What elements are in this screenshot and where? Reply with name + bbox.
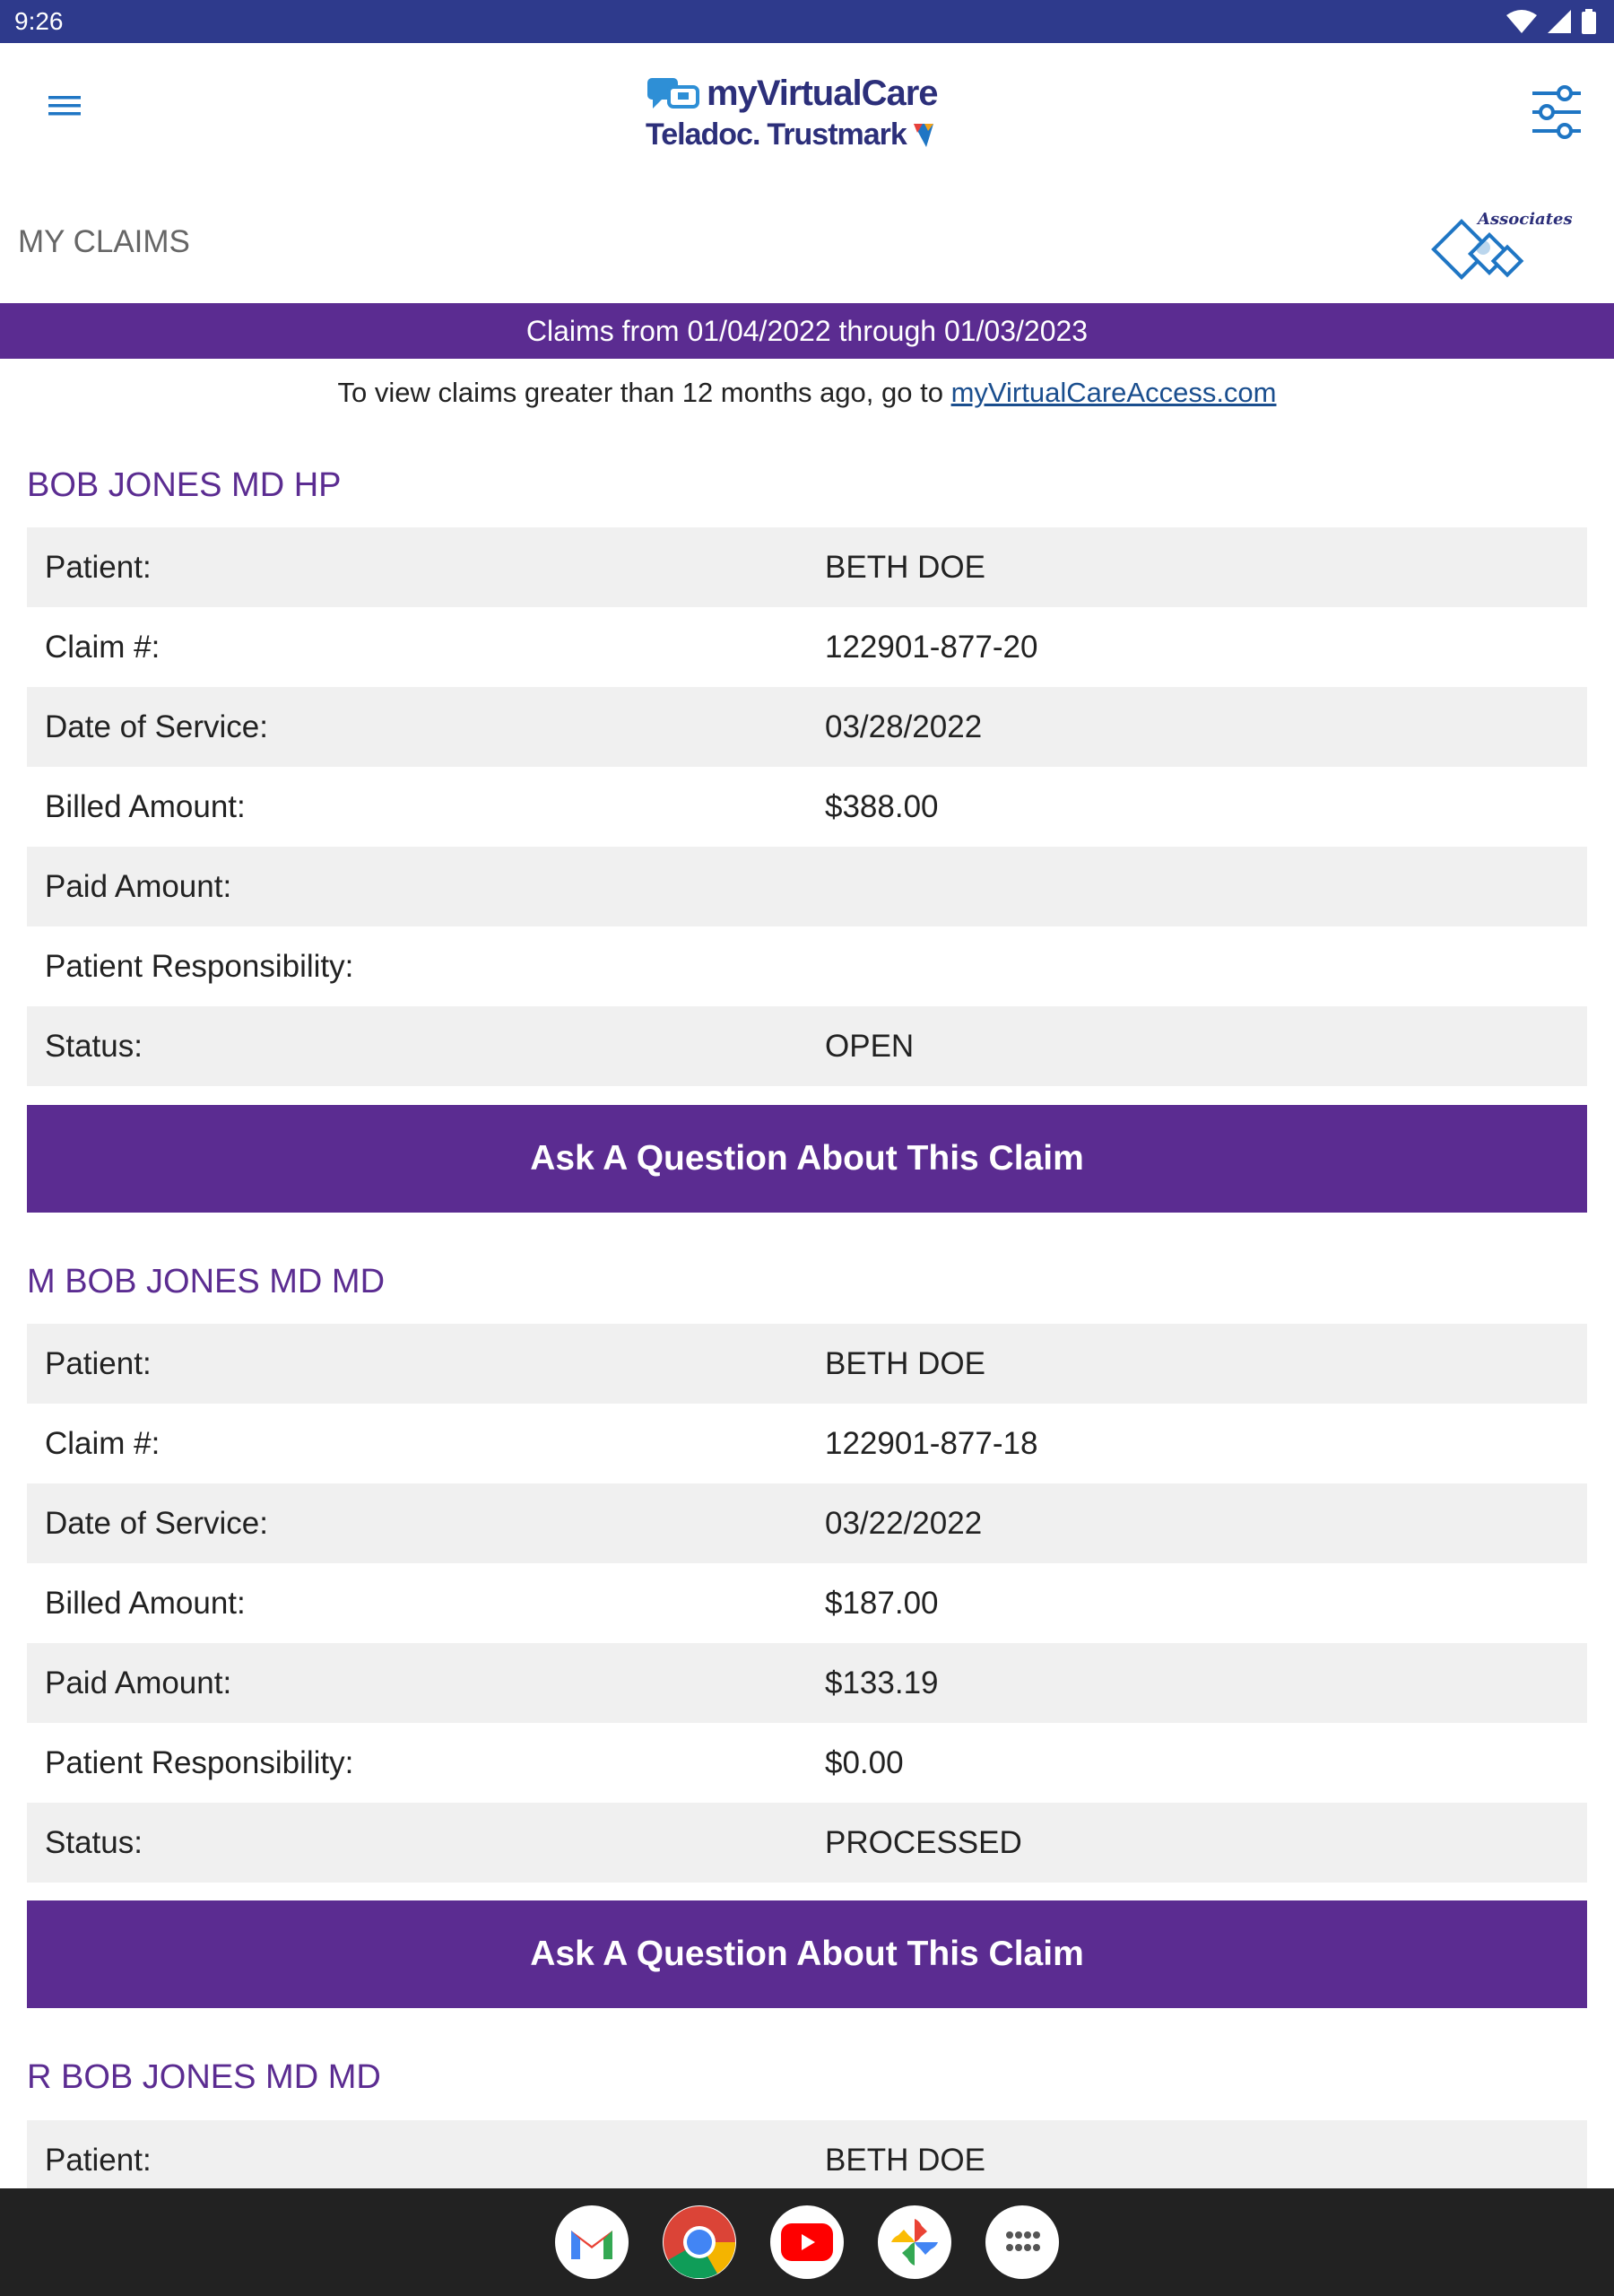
row-value: BETH DOE: [825, 2142, 985, 2178]
app-name: myVirtualCare: [707, 74, 938, 113]
claim-provider-title: M BOB JONES MD MD: [27, 1263, 386, 1300]
gmail-glyph-icon: [568, 2223, 616, 2261]
claim-row-patient-responsibility: [27, 926, 1587, 1006]
row-label: Claim #:: [45, 1425, 161, 1461]
sliders-icon: [1531, 84, 1581, 140]
teladoc-brand: Teladoc.: [646, 117, 760, 152]
claim-row-patient: [27, 527, 1587, 607]
claim-row-patient: [27, 1324, 1587, 1404]
row-value: $133.19: [825, 1665, 939, 1700]
row-label: Paid Amount:: [45, 868, 232, 904]
app-dock: [0, 2188, 1614, 2296]
photos-icon[interactable]: [878, 2205, 951, 2279]
claims-page-header: [0, 185, 1614, 303]
row-label: Patient:: [45, 2142, 152, 2178]
row-value: $388.00: [825, 788, 939, 824]
filter-button[interactable]: [1524, 81, 1587, 144]
row-label: Billed Amount:: [45, 788, 246, 824]
grid-dots-icon: [1004, 2230, 1040, 2255]
claim-row-status: [27, 1803, 1587, 1883]
row-label: Paid Amount:: [45, 1665, 232, 1700]
claim-row-claim-number: [27, 607, 1587, 687]
row-value: BETH DOE: [825, 1345, 985, 1381]
row-value: $0.00: [825, 1744, 904, 1780]
cellular-signal-icon: [1548, 10, 1571, 33]
battery-icon: [1582, 9, 1596, 34]
hamburger-menu-button[interactable]: [41, 83, 88, 129]
gmail-icon[interactable]: [555, 2205, 629, 2279]
wifi-icon: [1506, 10, 1537, 33]
row-value: $187.00: [825, 1585, 939, 1621]
row-value: 122901-877-20: [825, 629, 1038, 665]
youtube-glyph-icon: [781, 2223, 833, 2261]
row-label: Status:: [45, 1824, 143, 1860]
claim-row-billed-amount: [27, 1563, 1587, 1643]
youtube-icon[interactable]: [770, 2205, 844, 2279]
row-label: Date of Service:: [45, 709, 268, 744]
app-header: [0, 43, 1614, 186]
status-time: 9:26: [14, 7, 64, 35]
row-label: Patient:: [45, 1345, 152, 1381]
photos-pinwheel-icon: [888, 2215, 941, 2269]
older-claims-note-text: To view claims greater than 12 months ago, go to: [337, 377, 951, 408]
chat-bubbles-icon: [646, 76, 701, 112]
row-value: OPEN: [825, 1028, 915, 1064]
claim-row-billed-amount: [27, 767, 1587, 847]
trustmark-brand: Trustmark: [767, 117, 907, 152]
system-status-bar: [0, 0, 1614, 43]
row-value: PROCESSED: [825, 1824, 1022, 1860]
brand-logo: [646, 74, 968, 163]
row-label: Status:: [45, 1028, 143, 1064]
row-label: Patient Responsibility:: [45, 1744, 354, 1780]
claims-date-range-banner: Claims from 01/04/2022 through 01/03/2023: [0, 303, 1614, 359]
claim-row-paid-amount: [27, 1643, 1587, 1723]
chrome-glyph-icon: [664, 2206, 735, 2278]
associates-label: Associates: [1478, 210, 1573, 229]
trustmark-flag-icon: [914, 124, 933, 147]
row-value: 03/22/2022: [825, 1505, 983, 1541]
row-value: 122901-877-18: [825, 1425, 1038, 1461]
access-site-link[interactable]: myVirtualCareAccess.com: [950, 377, 1277, 408]
app-drawer-icon[interactable]: [985, 2205, 1059, 2279]
ask-question-button[interactable]: Ask A Question About This Claim: [27, 1900, 1587, 2008]
page-title: MY CLAIMS: [18, 224, 190, 259]
claim-row-status: [27, 1006, 1587, 1086]
chrome-icon[interactable]: [663, 2205, 736, 2279]
claim-provider-title: BOB JONES MD HP: [27, 466, 342, 504]
claim-row-patient-responsibility: [27, 1723, 1587, 1803]
claim-row-date-of-service: [27, 1483, 1587, 1563]
claim-row-paid-amount: [27, 847, 1587, 926]
associates-logo: [1426, 203, 1578, 292]
claim-row-claim-number: [27, 1404, 1587, 1483]
row-value: 03/28/2022: [825, 709, 983, 744]
row-label: Date of Service:: [45, 1505, 268, 1541]
system-indicators: [1506, 9, 1596, 34]
claim-row-date-of-service: [27, 687, 1587, 767]
row-label: Patient:: [45, 549, 152, 585]
ask-question-button[interactable]: Ask A Question About This Claim: [27, 1105, 1587, 1213]
row-label: Claim #:: [45, 629, 161, 665]
claim-provider-title: R BOB JONES MD MD: [27, 2058, 381, 2096]
older-claims-note: [0, 377, 1614, 409]
row-value: BETH DOE: [825, 549, 985, 585]
row-label: Billed Amount:: [45, 1585, 246, 1621]
menu-icon: [47, 91, 82, 120]
row-label: Patient Responsibility:: [45, 948, 354, 984]
